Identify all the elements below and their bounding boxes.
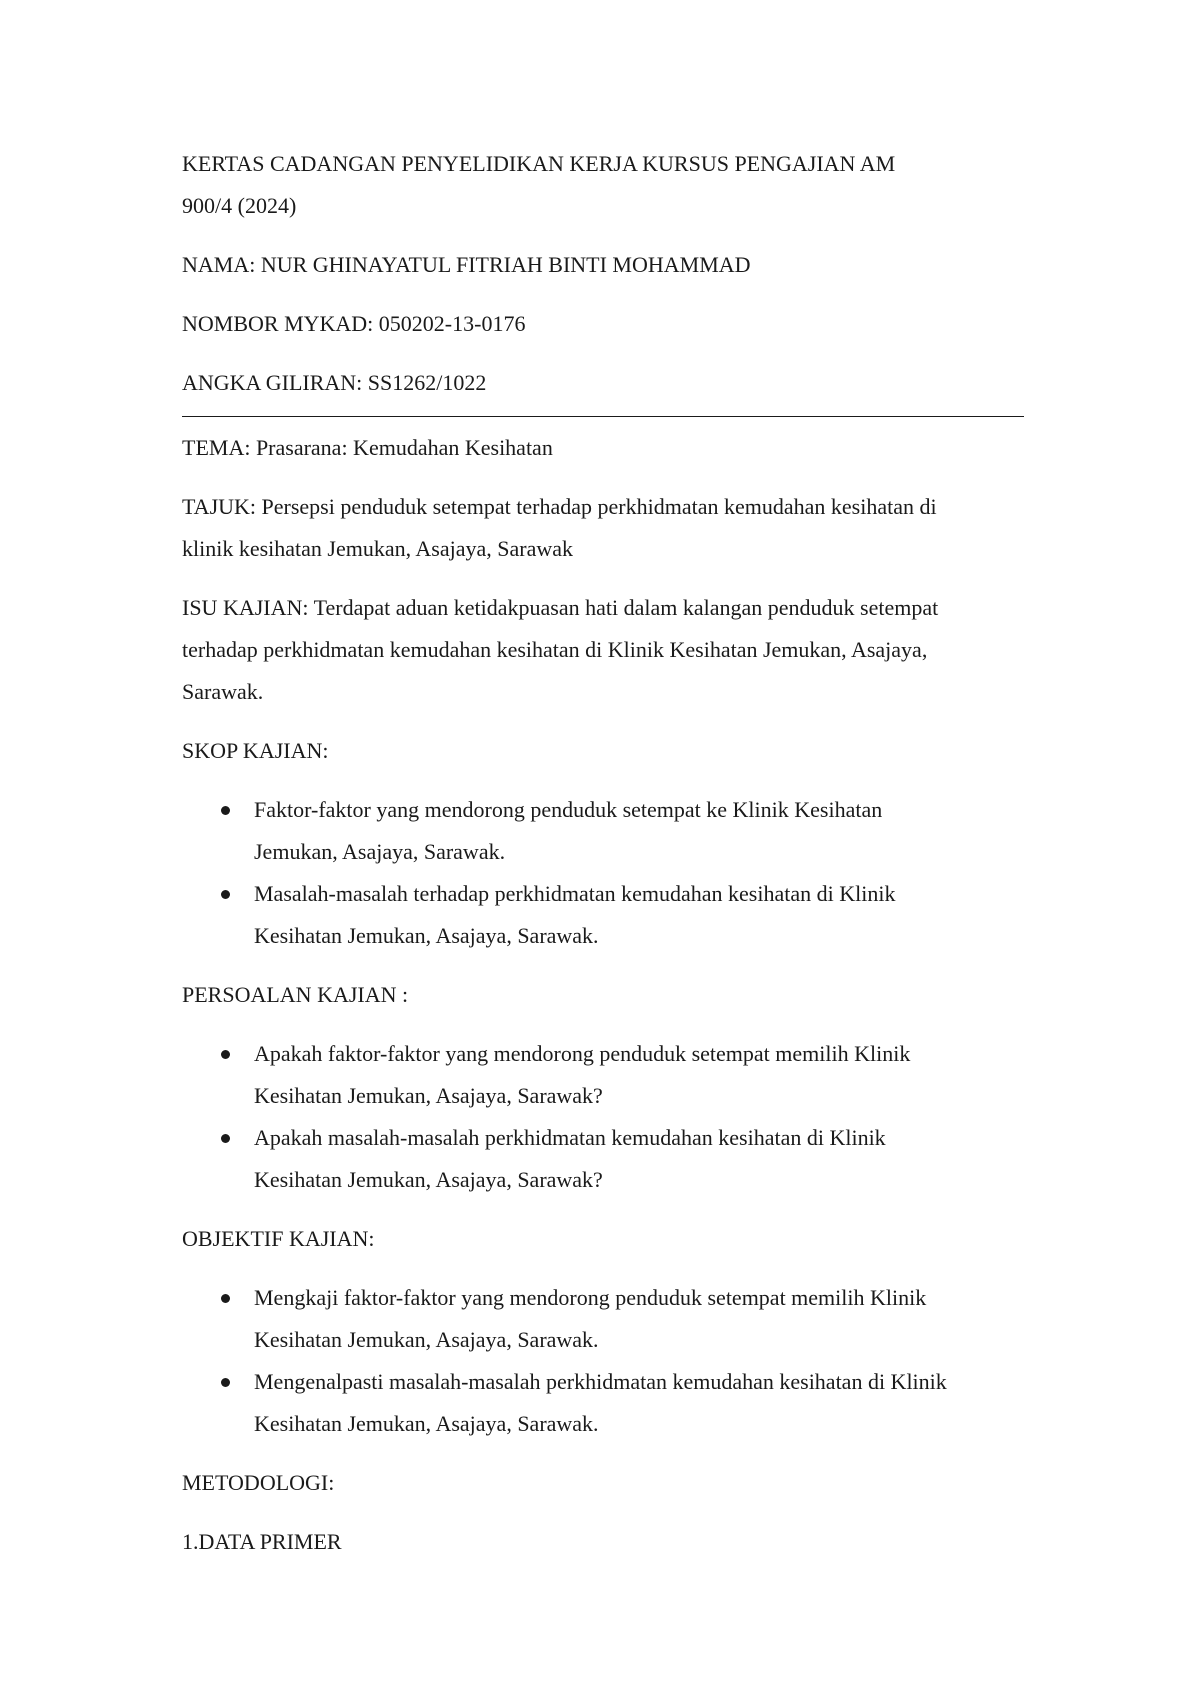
isu-line-2: terhadap perkhidmatan kemudahan kesihatan di Klinik Kesihatan Jemukan, Asajaya, bbox=[182, 637, 928, 662]
horizontal-divider bbox=[182, 416, 1024, 417]
metodologi-heading-block bbox=[182, 1462, 1032, 1504]
skop-heading-block bbox=[182, 730, 1032, 772]
list-item bbox=[182, 789, 1032, 873]
isu-kajian-block bbox=[182, 587, 1032, 713]
list-item bbox=[182, 1277, 1032, 1361]
persoalan-heading: PERSOALAN KAJIAN : bbox=[182, 982, 409, 1007]
skop-heading: SKOP KAJIAN: bbox=[182, 738, 329, 763]
persoalan-list bbox=[182, 1033, 1032, 1201]
angka-giliran: ANGKA GILIRAN: SS1262/1022 bbox=[182, 370, 487, 395]
document-title bbox=[182, 143, 1032, 227]
list-item-line: Apakah faktor-faktor yang mendorong penduduk setempat memilih Klinik bbox=[254, 1041, 911, 1066]
bullet-icon bbox=[221, 1294, 230, 1303]
bullet-icon bbox=[221, 1378, 230, 1387]
list-item-line: Mengenalpasti masalah-masalah perkhidmatan kemudahan kesihatan di Klinik bbox=[254, 1369, 947, 1394]
persoalan-heading-block bbox=[182, 974, 1032, 1016]
angka-giliran-block bbox=[182, 362, 1032, 404]
mykad-number: NOMBOR MYKAD: 050202-13-0176 bbox=[182, 311, 526, 336]
list-item bbox=[182, 1361, 1032, 1445]
list-item bbox=[182, 1117, 1032, 1201]
bullet-icon bbox=[221, 890, 230, 899]
title-line-1: KERTAS CADANGAN PENYELIDIKAN KERJA KURSUS PENGAJIAN AM bbox=[182, 151, 896, 176]
objektif-list bbox=[182, 1277, 1032, 1445]
nama-block bbox=[182, 244, 1032, 286]
tajuk-block bbox=[182, 486, 1032, 570]
document-content bbox=[182, 143, 1032, 1580]
bullet-icon bbox=[221, 806, 230, 815]
tajuk-line-2: klinik kesihatan Jemukan, Asajaya, Sarawak bbox=[182, 536, 574, 561]
list-item bbox=[182, 1033, 1032, 1117]
list-item-line: Masalah-masalah terhadap perkhidmatan kemudahan kesihatan di Klinik bbox=[254, 881, 896, 906]
list-item-line: Kesihatan Jemukan, Asajaya, Sarawak? bbox=[254, 1083, 603, 1108]
data-primer-heading: 1.DATA PRIMER bbox=[182, 1529, 342, 1554]
list-item-line: Mengkaji faktor-faktor yang mendorong penduduk setempat memilih Klinik bbox=[254, 1285, 927, 1310]
objektif-heading: OBJEKTIF KAJIAN: bbox=[182, 1226, 375, 1251]
objektif-heading-block bbox=[182, 1218, 1032, 1260]
metodologi-heading: METODOLOGI: bbox=[182, 1470, 335, 1495]
bullet-icon bbox=[221, 1134, 230, 1143]
tajuk-line-1: TAJUK: Persepsi penduduk setempat terhadap perkhidmatan kemudahan kesihatan di bbox=[182, 494, 937, 519]
mykad-block bbox=[182, 303, 1032, 345]
list-item-line: Apakah masalah-masalah perkhidmatan kemudahan kesihatan di Klinik bbox=[254, 1125, 886, 1150]
skop-list bbox=[182, 789, 1032, 957]
list-item-line: Kesihatan Jemukan, Asajaya, Sarawak. bbox=[254, 923, 599, 948]
title-line-2: 900/4 (2024) bbox=[182, 193, 297, 218]
student-name: NAMA: NUR GHINAYATUL FITRIAH BINTI MOHAMMAD bbox=[182, 252, 751, 277]
list-item-line: Jemukan, Asajaya, Sarawak. bbox=[254, 839, 506, 864]
list-item-line: Kesihatan Jemukan, Asajaya, Sarawak? bbox=[254, 1167, 603, 1192]
tema-block bbox=[182, 427, 1032, 469]
isu-line-3: Sarawak. bbox=[182, 679, 264, 704]
tema-text: TEMA: Prasarana: Kemudahan Kesihatan bbox=[182, 435, 553, 460]
list-item-line: Faktor-faktor yang mendorong penduduk setempat ke Klinik Kesihatan bbox=[254, 797, 883, 822]
list-item-line: Kesihatan Jemukan, Asajaya, Sarawak. bbox=[254, 1411, 599, 1436]
list-item-line: Kesihatan Jemukan, Asajaya, Sarawak. bbox=[254, 1327, 599, 1352]
isu-line-1: ISU KAJIAN: Terdapat aduan ketidakpuasan hati dalam kalangan penduduk setempat bbox=[182, 595, 939, 620]
list-item bbox=[182, 873, 1032, 957]
bullet-icon bbox=[221, 1050, 230, 1059]
data-primer-block bbox=[182, 1521, 1032, 1563]
